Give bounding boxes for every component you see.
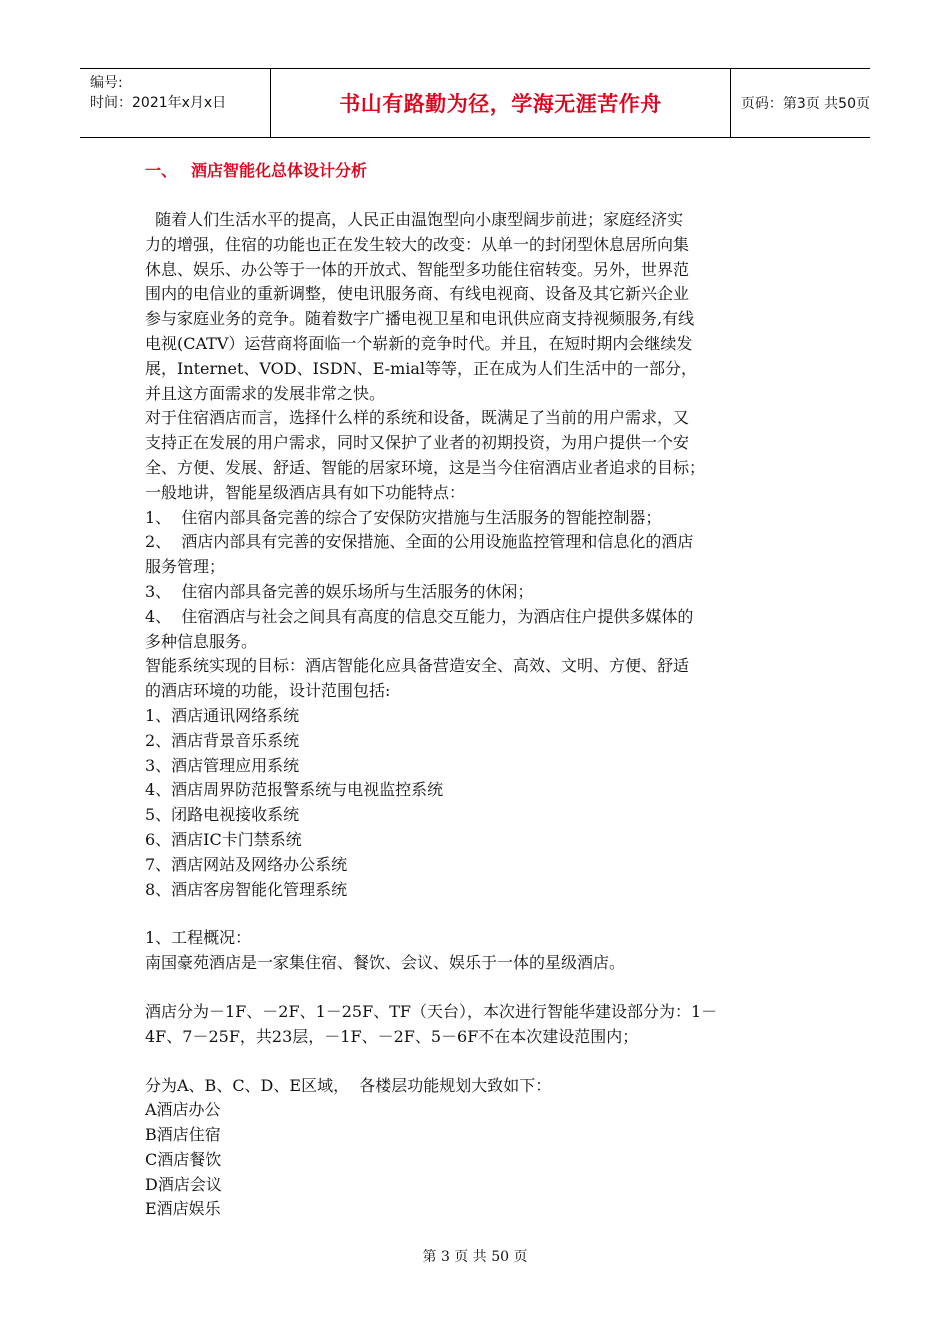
system-list-item: 2、酒店背景音乐系统 — [145, 730, 300, 750]
zone-item: A酒店办公 — [145, 1100, 221, 1120]
spacer — [145, 976, 805, 1000]
overview-block — [145, 926, 805, 976]
floors-block — [145, 1000, 805, 1050]
list-item: 1、 住宿内部具备完善的综合了安保防灾措施与生活服务的智能控制器； — [145, 507, 662, 527]
paragraph-line: 休息、娱乐、办公等于一体的开放式、智能型多功能住宿转变。另外，世界范 — [145, 259, 690, 279]
paragraph-line: 电视(CATV）运营商将面临一个崭新的竞争时代。并且，在短时期内会继续发 — [145, 333, 693, 353]
paragraph-line: 一般地讲，智能星级酒店具有如下功能特点： — [145, 482, 466, 502]
section-heading — [145, 158, 805, 184]
list-item-continuation: 多种信息服务。 — [145, 631, 258, 651]
zone-item: B酒店住宿 — [145, 1125, 221, 1145]
document-time-label: 时间：2021年x月x日 — [90, 95, 227, 111]
system-list-item: 1、酒店通讯网络系统 — [145, 705, 300, 725]
paragraph-line: 智能系统实现的目标：酒店智能化应具备营造安全、高效、文明、方便、舒适 — [145, 656, 690, 676]
paragraph-line: 围内的电信业的重新调整，使电讯服务商、有线电视商、设备及其它新兴企业 — [145, 284, 690, 304]
paragraph-line: 酒店分为－1F、－2F、1－25F、TF（天台），本次进行智能华建设部分为：1－ — [145, 1001, 718, 1021]
zone-item: D酒店会议 — [145, 1174, 222, 1194]
document-body — [145, 158, 805, 1222]
paragraph-line: 对于住宿酒店而言，选择什么样的系统和设备，既满足了当前的用户需求，又 — [145, 408, 690, 428]
zone-item: C酒店餐饮 — [145, 1149, 222, 1169]
spacer — [145, 184, 805, 208]
paragraph-line: 展，Internet、VOD、ISDN、E-mial等等，正在成为人们生活中的一部分， — [145, 358, 698, 378]
spacer — [145, 1050, 805, 1074]
section-number: 一、 — [145, 161, 178, 180]
zone-item: E酒店娱乐 — [145, 1199, 221, 1219]
page-footer: 第 3 页 共 50 页 — [422, 1249, 528, 1265]
list-item: 3、 住宿内部具备完善的娱乐场所与生活服务的休闲； — [145, 581, 534, 601]
paragraph-line: 随着人们生活水平的提高，人民正由温饱型向小康型阔步前进；家庭经济实 — [145, 210, 684, 229]
paragraph-line: 支持正在发展的用户需求，同时又保护了业者的初期投资，为用户提供一个安 — [145, 433, 690, 453]
spacer — [145, 902, 805, 926]
header-meta — [80, 69, 271, 137]
header-motto-cell — [271, 69, 731, 137]
document-number-label: 编号: — [90, 75, 123, 91]
paragraph-line: 并且这方面需求的发展非常之快。 — [145, 383, 386, 403]
system-list-item: 3、酒店管理应用系统 — [145, 755, 300, 775]
zones-block — [145, 1074, 805, 1223]
paragraph-line: 南国豪苑酒店是一家集住宿、餐饮、会议、娱乐于一体的星级酒店。 — [145, 953, 626, 973]
paragraph-line: 4F、7－25F，共23层，－1F、－2F、5－6F不在本次建设范围内； — [145, 1026, 639, 1046]
list-item: 4、 住宿酒店与社会之间具有高度的信息交互能力，为酒店住户提供多媒体的 — [145, 606, 694, 626]
paragraph-line: 的酒店环境的功能，设计范围包括: — [145, 681, 391, 701]
overview-heading: 1、工程概况： — [145, 928, 252, 948]
system-list-item: 5、闭路电视接收系统 — [145, 805, 300, 825]
header-motto: 书山有路勤为径，学海无涯苦作舟 — [339, 92, 662, 116]
list-item-continuation: 服务管理； — [145, 557, 226, 577]
list-item: 2、 酒店内部具有完善的安保措施、全面的公用设施监控管理和信息化的酒店 — [145, 532, 694, 552]
header-page-info: 页码：第3页 共50页 — [740, 96, 870, 112]
paragraph-line: 力的增强，住宿的功能也正在发生较大的改变：从单一的封闭型休息居所向集 — [145, 234, 690, 254]
system-list-item: 7、酒店网站及网络办公系统 — [145, 854, 348, 874]
section-title: 酒店智能化总体设计分析 — [191, 161, 368, 180]
intro-block — [145, 208, 805, 902]
system-list-item: 4、酒店周界防范报警系统与电视监控系统 — [145, 780, 444, 800]
paragraph-line: 参与家庭业务的竞争。随着数字广播电视卫星和电讯供应商支持视频服务,有线 — [145, 309, 695, 329]
paragraph-line: 分为A、B、C、D、E区域， 各楼层功能规划大致如下： — [145, 1075, 552, 1095]
system-list-item: 6、酒店IC卡门禁系统 — [145, 829, 302, 849]
system-list-item: 8、酒店客房智能化管理系统 — [145, 879, 348, 899]
paragraph-line: 全、方便、发展、舒适、智能的居家环境，这是当今住宿酒店业者追求的目标； — [145, 457, 706, 477]
page-header — [80, 68, 870, 138]
